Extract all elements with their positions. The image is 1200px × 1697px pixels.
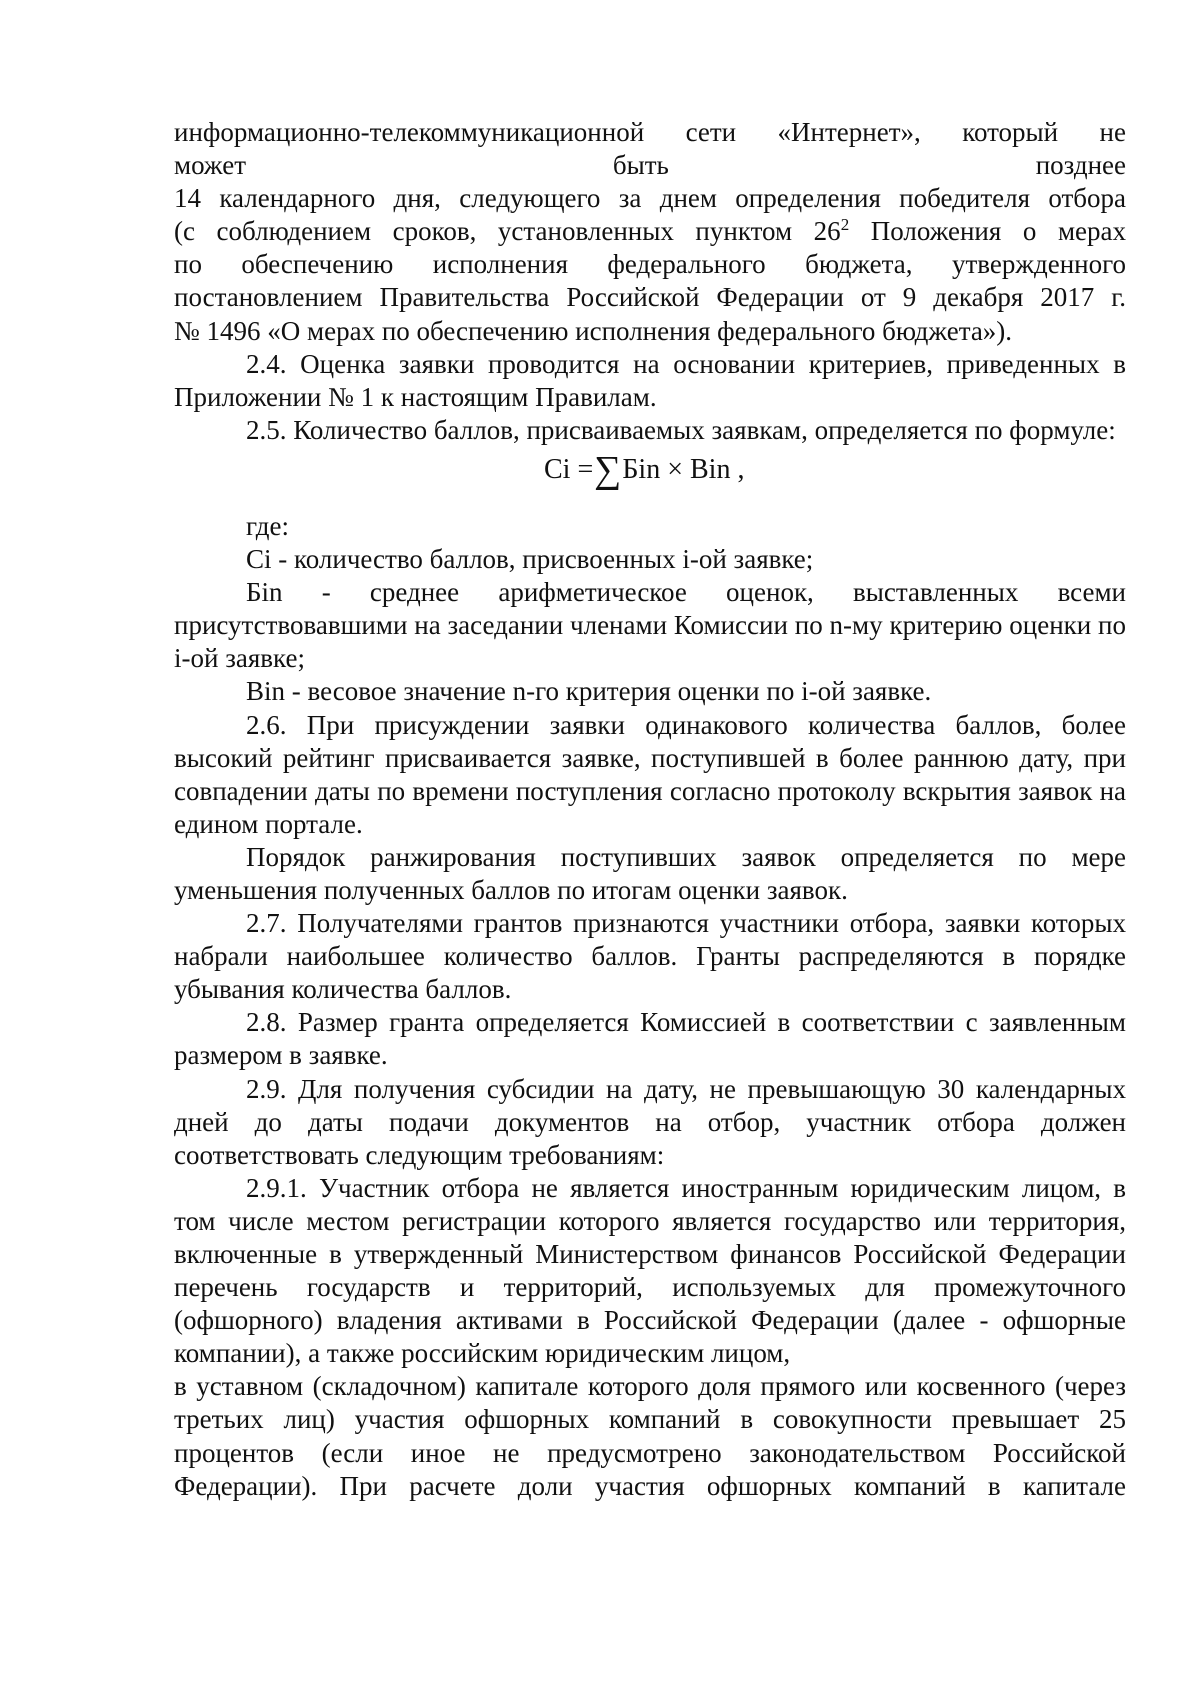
intro-line-6: постановлением Правительства Российской Федерации от 9 декабря 2017 г. (174, 282, 1126, 313)
where-label: где: (246, 510, 289, 541)
paragraph-2-4: 2.4. Оценка заявки проводится на основании критериев, приведенных в Приложении № 1 к настоящим Правилам. (174, 348, 1126, 412)
intro-line-5: по обеспечению исполнения федерального бюджета, утвержденного (174, 249, 1126, 280)
superscript-2: 2 (840, 215, 850, 235)
intro-line-4-end: Положения о мерах (849, 216, 1126, 247)
document-body (174, 116, 1126, 1503)
paragraph-2-8: 2.8. Размер гранта определяется Комиссией в соответствии с заявленным размером в заявке. (174, 1007, 1126, 1071)
intro-word-later: позднее (1035, 150, 1126, 181)
intro-word-be: быть (612, 150, 669, 181)
paragraph-2-5: 2.5. Количество баллов, присваиваемых заявкам, определяется по формуле: (246, 414, 1116, 445)
intro-line-1: информационно-телекоммуникационной сети «Интернет», который не (174, 117, 1126, 147)
paragraph-2-7: 2.7. Получателями грантов признаются участники отбора, заявки которых набрали наибольшее количество баллов. Гранты распределяются в порядке убывания количества баллов. (174, 908, 1126, 1005)
definition-bin-average: Бin - среднее арифметическое оценок, выставленных всеми присутствовавшими на заседании членами Комиссии по n-му критерию оценки по i-ой заявке; (174, 577, 1126, 674)
intro-line-7: № 1496 «О мерах по обеспечению исполнения федерального бюджета»). (174, 315, 1013, 346)
paragraph-2-9-1-continued: в уставном (складочном) капитале которого доля прямого или косвенного (через третьих лиц) участия офшорных компаний в совокупности превышает 25 процентов (если иное не предусмотрено законодательством Российской Федерации). При расчете доли участия офшорных компаний в капитале (174, 1371, 1126, 1501)
intro-line-3: 14 календарного дня, следующего за днем определения победителя отбора (174, 183, 1126, 214)
paragraph-intro (174, 116, 1126, 348)
intro-line-2 (174, 149, 1126, 182)
intro-word-may: может (174, 150, 246, 181)
formula-left: Ci = (544, 453, 594, 485)
definition-bin-weight: Bin - весовое значение n-го критерия оценки по i-ой заявке. (246, 676, 932, 707)
formula-right: Бin × Bin , (622, 453, 745, 485)
paragraph-2-9: 2.9. Для получения субсидии на дату, не превышающую 30 календарных дней до даты подачи документов на отбор, участник отбора должен соответствовать следующим требованиям: (174, 1073, 1126, 1170)
paragraph-2-9-1: 2.9.1. Участник отбора не является иностранным юридическим лицом, в том числе местом регистрации которого является государство или территория, включенные в утвержденный Министерством финансов Российской Федерации перечень государств и территорий, используемых для промежуточного (офшорного) владения активами в Российской Федерации (далее - офшорные компании), а также российским юридическим лицом, (174, 1172, 1126, 1369)
sigma-symbol: ∑ (594, 448, 622, 491)
definition-ci: Ci - количество баллов, присвоенных i-ой заявке; (246, 544, 814, 575)
formula-expression (544, 448, 745, 491)
score-formula (174, 447, 1126, 513)
paragraph-2-6: 2.6. При присуждении заявки одинакового количества баллов, более высокий рейтинг присваивается заявке, поступившей в более раннюю дату, при совпадении даты по времени поступления согласно протоколу вскрытия заявок на едином портале. (174, 709, 1126, 839)
intro-line-4-start: (с соблюдением сроков, установленных пунктом 26 (174, 216, 841, 247)
intro-line-4 (174, 215, 1126, 248)
paragraph-ranking: Порядок ранжирования поступивших заявок определяется по мере уменьшения полученных баллов по итогам оценки заявок. (174, 841, 1126, 905)
